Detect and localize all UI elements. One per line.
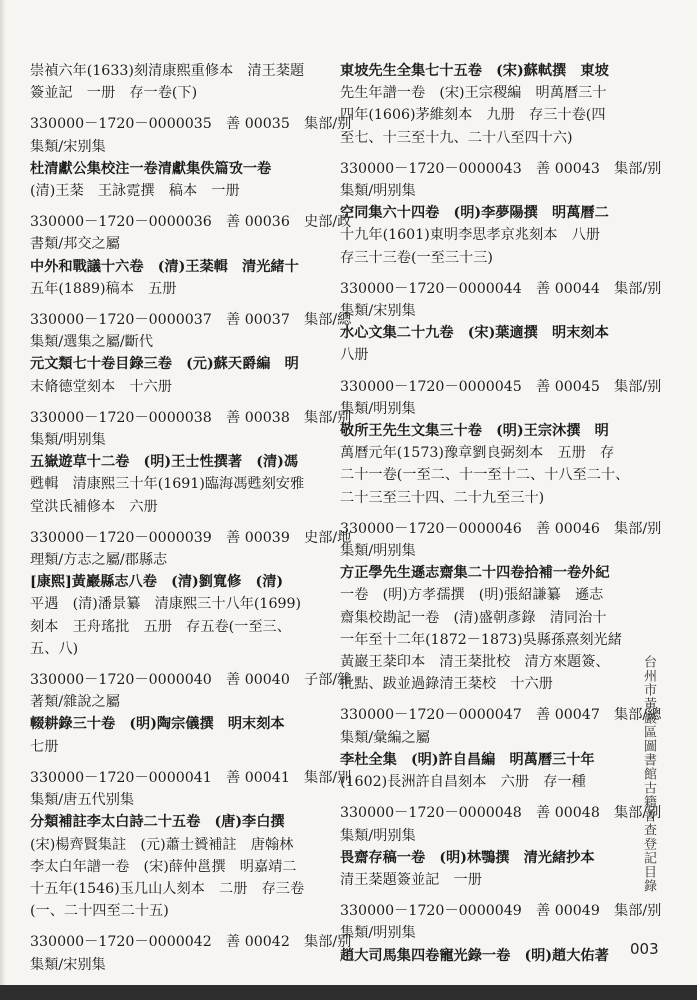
page-edge-shadow xyxy=(0,0,6,1000)
entry-text-line: 七册 xyxy=(30,738,59,755)
entry-text-line: 八册 xyxy=(340,347,369,364)
entry-text-line: 330000－1720－0000040 善 00040 子部/雜 xyxy=(30,672,352,689)
entry-title-line: [康熙]黃巖縣志八卷 (清)劉寬修 (清) xyxy=(30,574,284,591)
catalog-entry xyxy=(30,309,352,398)
catalog-entry xyxy=(30,669,352,758)
entry-text-line: 簽並記 一册 存一卷(下) xyxy=(30,85,198,102)
entry-text-line: 一年至十二年(1872－1873)吳縣孫熹刻光緒 xyxy=(340,631,622,648)
entry-text-line: 集類/宋别集 xyxy=(340,303,416,320)
entry-text-line: 末脩德堂刻本 十六册 xyxy=(30,378,172,395)
entry-text-line: (1602)長洲許自昌刻本 六册 存一種 xyxy=(340,774,586,791)
entry-title-line: 趙大司馬集四卷寵光錄一卷 (明)趙大佑著 xyxy=(340,947,609,964)
catalog-entry xyxy=(30,527,352,660)
entry-text-line: 集類/彙編之屬 xyxy=(340,729,430,746)
entry-text-line: 甦輯 清康熙三十年(1691)臨海馮甦刻安雅 xyxy=(30,476,305,493)
entry-text-line: (一、二十四至二十五) xyxy=(30,903,169,920)
entry-text-line: 330000－1720－0000038 善 00038 集部/别 xyxy=(30,409,352,426)
entry-title-line: 畏齋存稿一卷 (明)林鶚撰 清光緒抄本 xyxy=(340,849,595,866)
entry-text-line: 330000－1720－0000048 善 00048 集部/别 xyxy=(340,805,662,822)
catalog-entry xyxy=(30,211,352,300)
running-title: 台州市黃巖區圖書館古籍普查登記目錄 xyxy=(641,655,656,893)
entry-title-line: 水心文集二十九卷 (宋)葉適撰 明末刻本 xyxy=(340,325,609,342)
catalog-entry xyxy=(340,278,662,367)
entry-text-line: 集類/唐五代别集 xyxy=(30,792,135,809)
catalog-entry xyxy=(340,60,618,149)
entry-text-line: 集類/明别集 xyxy=(340,925,416,942)
entry-text-line: 330000－1720－0000036 善 00036 史部/政 xyxy=(30,214,352,231)
entry-text-line: 五、八) xyxy=(30,640,79,657)
entry-text-line: 批點、跋並過錄清王棻校 十六册 xyxy=(340,676,553,693)
catalog-entry xyxy=(340,376,662,509)
entry-text-line: 330000－1720－0000039 善 00039 史部/地 xyxy=(30,529,352,546)
left-column xyxy=(30,60,352,985)
catalog-entry xyxy=(340,158,662,269)
entry-text-line: 330000－1720－0000042 善 00042 集部/别 xyxy=(30,934,352,951)
entry-text-line: 集類/明别集 xyxy=(340,543,416,560)
entry-text-line: 二十一卷(一至二、十一至十二、十八至二十、 xyxy=(340,467,630,484)
entry-title-line: 李杜全集 (明)許自昌編 明萬曆三十年 xyxy=(340,751,595,768)
entry-title-line: 元文類七十卷目錄三卷 (元)蘇天爵編 明 xyxy=(30,356,299,373)
catalog-entry xyxy=(340,802,662,891)
entry-text-line: 平遇 (清)潘景纂 清康熙三十八年(1699) xyxy=(30,596,302,613)
entry-text-line: 集類/明别集 xyxy=(340,827,416,844)
entry-text-line: 330000－1720－0000044 善 00044 集部/别 xyxy=(340,280,662,297)
entry-text-line: 330000－1720－0000047 善 00047 集部/總 xyxy=(340,707,662,724)
entry-text-line: 理類/方志之屬/郡縣志 xyxy=(30,552,168,569)
entry-text-line: 十五年(1546)玉几山人刻本 二册 存三卷 xyxy=(30,880,305,897)
entry-text-line: 集類/宋别集 xyxy=(30,956,106,973)
entry-title-line: 輟耕錄三十卷 (明)陶宗儀撰 明末刻本 xyxy=(30,716,285,733)
entry-text-line: 330000－1720－0000037 善 00037 集部/總 xyxy=(30,312,352,329)
entry-title-line: 東坡先生全集七十五卷 (宋)蘇軾撰 東坡 xyxy=(340,63,609,79)
page-number: 003 xyxy=(630,940,659,958)
catalog-entry xyxy=(340,518,662,696)
entry-text-line: 集類/明别集 xyxy=(340,400,416,417)
entry-text-line: 書類/邦交之屬 xyxy=(30,236,120,253)
entry-text-line: 330000－1720－0000049 善 00049 集部/别 xyxy=(340,903,662,920)
entry-title-line: 空同集六十四卷 (明)李夢陽撰 明萬曆二 xyxy=(340,205,609,222)
entry-text-line: 集類/明别集 xyxy=(30,432,106,449)
entry-text-line: 集類/明别集 xyxy=(340,183,416,200)
entry-title-line: 中外和戰議十六卷 (清)王棻輯 清光緒十 xyxy=(30,258,299,275)
entry-text-line: 崇禎六年(1633)刻清康熙重修本 清王棻題 xyxy=(30,63,305,79)
catalog-entry xyxy=(30,407,352,518)
entry-title-line: 方正學先生遜志齋集二十四卷拾補一卷外紀 xyxy=(340,565,610,582)
bottom-border xyxy=(0,985,697,1000)
entry-text-line: 齋集校勘記一卷 (清)盛朝彥錄 清同治十 xyxy=(340,609,607,626)
entry-text-line: 一卷 (明)方孝孺撰 (明)張紹謙纂 遜志 xyxy=(340,587,604,604)
entry-text-line: 330000－1720－0000046 善 00046 集部/别 xyxy=(340,520,662,537)
entry-text-line: 刻本 王舟瑤批 五册 存五卷(一至三、 xyxy=(30,618,291,635)
entry-text-line: 李太白年譜一卷 (宋)薛仲邕撰 明嘉靖二 xyxy=(30,858,297,875)
entry-text-line: 四年(1606)茅維刻本 九册 存三十卷(四 xyxy=(340,107,606,124)
entry-text-line: 二十三至三十四、二十九至三十) xyxy=(340,489,545,506)
entry-text-line: 330000－1720－0000035 善 00035 集部/别 xyxy=(30,116,352,133)
entry-text-line: (宋)楊齊賢集註 (元)蕭士贇補註 唐翰林 xyxy=(30,836,294,853)
entry-text-line: 五年(1889)稿本 五册 xyxy=(30,280,177,297)
entry-text-line: 堂洪氏補修本 六册 xyxy=(30,498,158,515)
entry-text-line: 至七、十三至十九、二十八至四十六) xyxy=(340,129,573,146)
entry-text-line: 存三十三卷(一至三十三) xyxy=(340,249,493,266)
entry-text-line: 330000－1720－0000043 善 00043 集部/别 xyxy=(340,160,662,177)
catalog-entry xyxy=(340,704,662,793)
entry-text-line: 黃巖王棻印本 清王棻批校 清方來題簽、 xyxy=(340,654,610,671)
entry-text-line: 集類/宋别集 xyxy=(30,138,106,155)
entry-text-line: 330000－1720－0000041 善 00041 集部/别 xyxy=(30,769,352,786)
entry-text-line: (清)王棻 王詠霓撰 稿本 一册 xyxy=(30,183,240,200)
entry-text-line: 清王棻題簽並記 一册 xyxy=(340,871,482,888)
entry-text-line: 集類/選集之屬/斷代 xyxy=(30,334,154,351)
catalog-entry xyxy=(30,60,308,104)
entry-title-line: 杜清獻公集校注一卷清獻集佚篇攷一卷 xyxy=(30,160,272,177)
entry-text-line: 著類/雜說之屬 xyxy=(30,694,120,711)
catalog-entry xyxy=(30,931,352,975)
entry-text-line: 先生年譜一卷 (宋)王宗稷編 明萬曆三十 xyxy=(340,85,607,102)
entry-title-line: 五嶽遊草十二卷 (明)王士性撰著 (清)馮 xyxy=(30,454,299,471)
entry-title-line: 分類補註李太白詩二十五卷 (唐)李白撰 xyxy=(30,814,285,831)
catalog-entry xyxy=(30,767,352,922)
entry-text-line: 萬曆元年(1573)豫章劉良弼刻本 五册 存 xyxy=(340,445,615,462)
entry-text-line: 330000－1720－0000045 善 00045 集部/别 xyxy=(340,378,662,395)
entry-text-line: 十九年(1601)東明李思孝京兆刻本 八册 xyxy=(340,227,600,244)
catalog-entry xyxy=(30,113,352,202)
entry-title-line: 敬所王先生文集三十卷 (明)王宗沐撰 明 xyxy=(340,423,609,440)
